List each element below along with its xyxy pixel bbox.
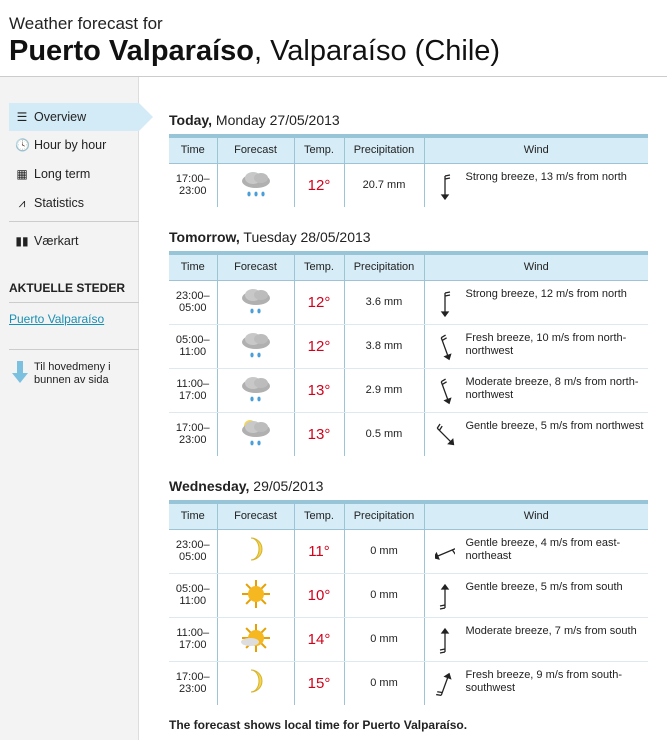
to-main-menu-label: Til hovedmeny i bunnen av sida <box>34 361 111 386</box>
precipitation-cell: 0 mm <box>344 529 424 573</box>
precipitation-cell: 0 mm <box>344 573 424 617</box>
table-header <box>169 136 648 163</box>
temperature-cell: 12° <box>294 163 344 207</box>
day-date: 29/05/2013 <box>249 478 324 494</box>
place-name: Puerto Valparaíso <box>9 35 254 67</box>
sidebar-divider <box>9 221 139 222</box>
temperature-cell: 12° <box>294 280 344 324</box>
temperature-cell: 12° <box>294 324 344 368</box>
sidebar-item-vaerkart[interactable] <box>9 227 139 255</box>
temperature-cell: 11° <box>294 529 344 573</box>
forecast-cell <box>217 163 294 207</box>
clock-icon: 🕓 <box>15 138 30 152</box>
precipitation-cell: 3.6 mm <box>344 280 424 324</box>
rain-weather-icon <box>238 396 274 408</box>
temperature-cell: 14° <box>294 617 344 661</box>
wind-description: Fresh breeze, 9 m/s from south-southwest <box>465 668 622 694</box>
wind-cell <box>424 617 648 661</box>
column-header: Forecast <box>217 253 294 280</box>
sidebar-divider <box>9 349 139 350</box>
sidebar-item-hour-by-hour[interactable] <box>9 131 139 159</box>
day-heading <box>169 477 323 495</box>
wind-arrow-icon <box>435 671 455 699</box>
column-header: Forecast <box>217 502 294 529</box>
sidebar-item-label: Statistics <box>34 196 85 210</box>
wind-description: Strong breeze, 12 m/s from north <box>465 287 627 300</box>
forecast-cell <box>217 324 294 368</box>
column-header: Wind <box>424 253 648 280</box>
wind-description: Fresh breeze, 10 m/s from north-northwest <box>465 331 627 357</box>
table-row <box>169 368 648 412</box>
wind-description: Gentle breeze, 4 m/s from east-northeast <box>465 536 621 562</box>
wind-cell <box>424 368 648 412</box>
forecast-cell <box>217 661 294 705</box>
time-cell: 05:00–11:00 <box>169 324 217 368</box>
wind-description: Moderate breeze, 8 m/s from north-northwest <box>465 375 639 401</box>
column-header: Time <box>169 136 217 163</box>
list-icon: ☰ <box>16 110 28 124</box>
time-cell: 11:00–17:00 <box>169 617 217 661</box>
time-cell: 11:00–17:00 <box>169 368 217 412</box>
column-header: Wind <box>424 136 648 163</box>
column-header: Time <box>169 253 217 280</box>
footnote: The forecast shows local time for Puerto Valparaíso. <box>169 718 468 732</box>
precipitation-cell: 0 mm <box>344 617 424 661</box>
wind-arrow-icon <box>435 290 455 318</box>
temperature-cell: 13° <box>294 368 344 412</box>
wind-arrow-icon <box>435 539 455 567</box>
time-cell: 23:00–05:00 <box>169 529 217 573</box>
table-row <box>169 412 648 456</box>
forecast-table <box>169 251 648 456</box>
column-header: Temp. <box>294 253 344 280</box>
wind-arrow-icon <box>435 173 455 201</box>
arrow-down-icon <box>12 361 28 383</box>
page-subtitle: Weather forecast for <box>9 14 163 33</box>
rain-moon-weather-icon <box>238 440 274 452</box>
forecast-table <box>169 134 648 207</box>
precipitation-cell: 20.7 mm <box>344 163 424 207</box>
temperature-cell: 15° <box>294 661 344 705</box>
forecast-cell <box>217 280 294 324</box>
day-label: Tomorrow, <box>169 229 240 245</box>
moon-weather-icon <box>238 557 274 569</box>
wind-cell <box>424 324 648 368</box>
time-cell: 17:00–23:00 <box>175 422 210 447</box>
day-heading <box>169 228 371 246</box>
sun-weather-icon <box>238 601 274 613</box>
precipitation-cell: 3.8 mm <box>344 324 424 368</box>
time-cell: 05:00–11:00 <box>169 573 217 617</box>
day-date: Tuesday 28/05/2013 <box>239 229 371 245</box>
column-header: Precipitation <box>344 253 424 280</box>
wind-description: Gentle breeze, 5 m/s from northwest <box>465 419 644 432</box>
section-title: AKTUELLE STEDER <box>9 281 126 295</box>
page-title <box>9 35 500 68</box>
table-row <box>169 324 648 368</box>
wind-arrow-icon <box>435 422 455 450</box>
sidebar-item-label: Overview <box>34 110 87 124</box>
wind-arrow-icon <box>435 583 455 611</box>
temperature-cell: 10° <box>294 573 344 617</box>
column-header: Wind <box>424 502 648 529</box>
table-row <box>169 529 648 573</box>
sun-cloud-weather-icon <box>238 645 274 657</box>
calendar-icon: ▦ <box>16 167 28 181</box>
column-header: Temp. <box>294 136 344 163</box>
place-region: , Valparaíso (Chile) <box>254 35 501 67</box>
wind-cell <box>424 163 648 207</box>
table-row <box>169 617 648 661</box>
wind-arrow-icon <box>435 627 455 655</box>
wind-arrow-icon <box>435 334 455 362</box>
wind-cell <box>424 573 648 617</box>
sidebar-divider <box>9 302 139 303</box>
rain-heavy-weather-icon <box>238 191 274 203</box>
page-header <box>9 14 500 68</box>
table-row <box>169 573 648 617</box>
forecast-cell <box>217 529 294 573</box>
forecast-table <box>169 500 648 705</box>
forecast-cell <box>217 412 294 456</box>
forecast-cell <box>217 617 294 661</box>
day-label: Wednesday, <box>169 478 250 494</box>
rain-weather-icon <box>238 308 274 320</box>
wind-cell <box>424 529 648 573</box>
precipitation-cell: 0 mm <box>344 661 424 705</box>
table-row <box>169 163 648 207</box>
wind-cell <box>424 412 648 456</box>
table-header <box>169 502 648 529</box>
time-cell: 23:00–05:00 <box>169 280 217 324</box>
forecast-cell <box>217 573 294 617</box>
sidebar-item-long-term[interactable] <box>9 160 139 188</box>
wind-description: Moderate breeze, 7 m/s from south <box>465 624 637 637</box>
temperature-cell: 13° <box>294 412 344 456</box>
column-header: Time <box>169 502 217 529</box>
wind-cell <box>424 661 648 705</box>
table-row <box>169 280 648 324</box>
precipitation-cell: 0.5 mm <box>344 412 424 456</box>
forecast-cell <box>217 368 294 412</box>
day-date: Monday 27/05/2013 <box>212 112 340 128</box>
sidebar-item-overview[interactable] <box>9 103 139 131</box>
column-header: Precipitation <box>344 502 424 529</box>
chart-icon: ⩘ <box>18 195 26 210</box>
wind-cell <box>424 280 648 324</box>
day-label: Today, <box>169 112 213 128</box>
time-cell: 17:00–23:00 <box>175 671 210 696</box>
moon-weather-icon <box>238 689 274 701</box>
precipitation-cell: 2.9 mm <box>344 368 424 412</box>
table-row <box>169 661 648 705</box>
wind-description: Strong breeze, 13 m/s from north <box>465 170 627 183</box>
sidebar-item-label: Hour by hour <box>34 138 107 152</box>
map-icon: ▮▮ <box>15 234 29 248</box>
wind-arrow-icon <box>435 378 455 406</box>
column-header: Forecast <box>217 136 294 163</box>
sidebar-item-label: Værkart <box>34 234 79 248</box>
place-link[interactable]: Puerto Valparaíso <box>9 312 105 326</box>
sidebar-item-statistics[interactable] <box>9 189 139 217</box>
column-header: Precipitation <box>344 136 424 163</box>
to-main-menu-link[interactable] <box>12 361 114 387</box>
sidebar-item-label: Long term <box>34 167 91 181</box>
time-cell: 17:00–23:00 <box>175 173 210 198</box>
rain-weather-icon <box>238 352 274 364</box>
table-header <box>169 253 648 280</box>
day-heading <box>169 111 340 129</box>
column-header: Temp. <box>294 502 344 529</box>
wind-description: Gentle breeze, 5 m/s from south <box>465 580 623 593</box>
